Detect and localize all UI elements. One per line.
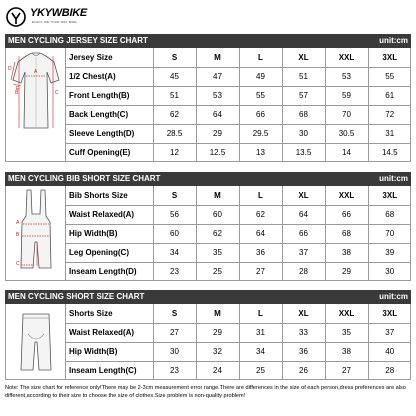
table-cell: 66 — [282, 224, 325, 243]
unit-label: unit:cm — [379, 292, 408, 301]
table-cell: 30 — [153, 342, 196, 361]
row-label: Inseam Length(D) — [69, 267, 137, 277]
table-row — [66, 124, 411, 143]
short-illustration-icon — [6, 304, 66, 380]
table-cell: 55 — [239, 86, 282, 105]
jersey-size-section — [5, 34, 411, 162]
table-header-row — [66, 48, 411, 67]
table-cell: 57 — [282, 86, 325, 105]
row-label: Sleeve Length(D) — [66, 124, 153, 143]
section-body — [5, 304, 411, 380]
table-row — [66, 361, 411, 380]
column-header: XL — [282, 186, 325, 205]
row-label: Cuff Opening(E) — [69, 148, 131, 158]
bib-short-illustration-icon — [6, 186, 66, 281]
brand-logo — [6, 4, 116, 30]
table-cell: 29 — [196, 323, 239, 342]
table-cell: 35 — [196, 243, 239, 262]
table-cell: 25 — [239, 361, 282, 380]
table-cell: 12 — [153, 143, 196, 162]
table-cell: 40 — [368, 342, 411, 361]
figure-letter-c: C — [16, 261, 20, 267]
table-cell: 72 — [368, 105, 411, 124]
table-cell: 62 — [239, 205, 282, 224]
table-cell: 35 — [325, 323, 368, 342]
table-cell: 64 — [239, 224, 282, 243]
column-header: S — [153, 304, 196, 323]
table-cell: 45 — [153, 67, 196, 86]
column-header: XXL — [325, 304, 368, 323]
table-cell: 23 — [153, 262, 196, 281]
section-title: MEN CYCLING JERSEY SIZE CHART — [8, 36, 148, 45]
column-header: M — [196, 48, 239, 67]
table-cell: 64 — [196, 105, 239, 124]
table-cell: 56 — [153, 205, 196, 224]
row-label: Hip Width(B) — [66, 342, 153, 361]
column-header: Shorts Size — [66, 304, 153, 323]
column-header: S — [153, 48, 196, 67]
unit-label: unit:cm — [379, 174, 408, 183]
short-size-section — [5, 290, 411, 380]
column-header: XXL — [325, 186, 368, 205]
table-header-row — [66, 186, 411, 205]
column-header: XXL — [325, 48, 368, 67]
section-body — [5, 48, 411, 162]
section-header — [5, 34, 411, 48]
bib-short-diagram — [6, 186, 66, 280]
table-cell: 14 — [325, 143, 368, 162]
table-row — [66, 323, 411, 342]
table-cell: 29 — [325, 262, 368, 281]
table-cell: 55 — [368, 67, 411, 86]
table-cell: 34 — [239, 342, 282, 361]
table-cell: 39 — [368, 243, 411, 262]
section-header — [5, 172, 411, 186]
column-header: S — [153, 186, 196, 205]
table-cell: 68 — [368, 205, 411, 224]
table-cell: 12.5 — [196, 143, 239, 162]
table-cell: 61 — [368, 86, 411, 105]
table-cell: 32 — [196, 342, 239, 361]
table-row — [66, 205, 411, 224]
table-cell: 30 — [282, 124, 325, 143]
table-cell: 14.5 — [368, 143, 411, 162]
row-label: 1/2 Chest(A) — [66, 67, 153, 86]
table-cell: 51 — [153, 86, 196, 105]
table-cell: 13.5 — [282, 143, 325, 162]
short-size-table — [66, 304, 411, 380]
jersey-diagram — [6, 48, 66, 161]
table-row — [66, 67, 411, 86]
table-row — [66, 262, 411, 281]
table-cell: 26 — [282, 361, 325, 380]
table-cell: 27 — [325, 361, 368, 380]
table-cell: 23 — [153, 361, 196, 380]
table-row — [66, 86, 411, 105]
table-row — [66, 105, 411, 124]
unit-label: unit:cm — [379, 36, 408, 45]
table-cell: 25 — [196, 262, 239, 281]
table-row — [66, 243, 411, 262]
table-cell: 70 — [368, 224, 411, 243]
table-cell: 70 — [325, 105, 368, 124]
table-cell: 53 — [325, 67, 368, 86]
bib-short-size-section — [5, 172, 411, 281]
figure-letter-a: A — [34, 69, 38, 75]
table-cell: 68 — [325, 224, 368, 243]
table-cell: 36 — [282, 342, 325, 361]
row-label: Waist Relaxed(A) — [66, 323, 153, 342]
table-cell: 30 — [368, 262, 411, 281]
column-header: XL — [282, 304, 325, 323]
table-cell: 36 — [239, 243, 282, 262]
table-cell: 47 — [196, 67, 239, 86]
table-cell: 34 — [153, 243, 196, 262]
table-cell: 29.5 — [239, 124, 282, 143]
short-diagram — [6, 304, 66, 379]
section-body — [5, 186, 411, 281]
table-cell: 59 — [325, 86, 368, 105]
column-header: L — [239, 48, 282, 67]
table-cell: 38 — [325, 243, 368, 262]
section-title: MEN CYCLING SHORT SIZE CHART — [8, 292, 145, 301]
table-cell: 53 — [196, 86, 239, 105]
column-header: Jersey Size — [66, 48, 153, 67]
figure-letter-b: B — [15, 90, 19, 96]
column-header: L — [239, 186, 282, 205]
table-cell: 37 — [282, 243, 325, 262]
table-cell: 38 — [325, 342, 368, 361]
figure-letter-e: E — [16, 86, 20, 92]
table-cell: 66 — [239, 105, 282, 124]
table-cell: 66 — [325, 205, 368, 224]
table-row — [66, 143, 411, 162]
row-label: Hip Width(B) — [66, 224, 153, 243]
table-cell: 37 — [368, 323, 411, 342]
table-cell: 60 — [196, 205, 239, 224]
table-row — [66, 342, 411, 361]
table-cell: 62 — [196, 224, 239, 243]
column-header: XL — [282, 48, 325, 67]
table-cell: 13 — [239, 143, 282, 162]
column-header: M — [196, 186, 239, 205]
table-cell: 51 — [282, 67, 325, 86]
brand-tagline: ENJOY WE YOUR WAY RIDE — [32, 20, 77, 24]
jersey-size-table — [66, 48, 411, 162]
table-cell: 68 — [282, 105, 325, 124]
figure-letter-b: B — [16, 232, 20, 238]
column-header: M — [196, 304, 239, 323]
table-cell: 24 — [196, 361, 239, 380]
row-label: Back Length(C) — [66, 105, 153, 124]
table-cell: 49 — [239, 67, 282, 86]
size-chart-note: Note: The size chart for reference only!There may be 2-3cm measurement error range.There are differences in the size of each person,dress preferences are also different,according to their size to choose the size of clothes.Size problem is non-quality problem! — [5, 385, 406, 399]
row-label: Front Length(B) — [66, 86, 153, 105]
bike-logo-icon — [6, 4, 30, 30]
column-header: 3XL — [368, 48, 411, 67]
table-cell: 33 — [282, 323, 325, 342]
row-label: Leg Opening(C) — [66, 243, 153, 262]
row-label: Waist Relaxed(A) — [66, 205, 153, 224]
column-header: 3XL — [368, 304, 411, 323]
table-cell: 64 — [282, 205, 325, 224]
table-cell: 28.5 — [153, 124, 196, 143]
figure-letter-a: A — [16, 220, 20, 226]
table-cell: 27 — [153, 323, 196, 342]
column-header: L — [239, 304, 282, 323]
column-header: Bib Shorts Size — [66, 186, 153, 205]
table-cell: 27 — [239, 262, 282, 281]
table-cell: 29 — [196, 124, 239, 143]
brand-name: YKYWBIKE — [30, 7, 87, 19]
column-header: 3XL — [368, 186, 411, 205]
jersey-illustration-icon — [6, 48, 66, 162]
table-cell: 31 — [368, 124, 411, 143]
table-cell: 30.5 — [325, 124, 368, 143]
table-cell: 31 — [239, 323, 282, 342]
table-header-row — [66, 304, 411, 323]
table-cell: 28 — [282, 262, 325, 281]
section-title: MEN CYCLING BIB SHORT SIZE CHART — [8, 174, 161, 183]
table-cell: 28 — [368, 361, 411, 380]
row-label: Inseam Length(C) — [69, 366, 137, 376]
figure-letter-c: C — [55, 90, 59, 96]
figure-letter-d: D — [8, 66, 12, 72]
table-cell: 60 — [153, 224, 196, 243]
table-row — [66, 224, 411, 243]
bib-short-size-table — [66, 186, 411, 281]
table-cell: 62 — [153, 105, 196, 124]
section-header — [5, 290, 411, 304]
